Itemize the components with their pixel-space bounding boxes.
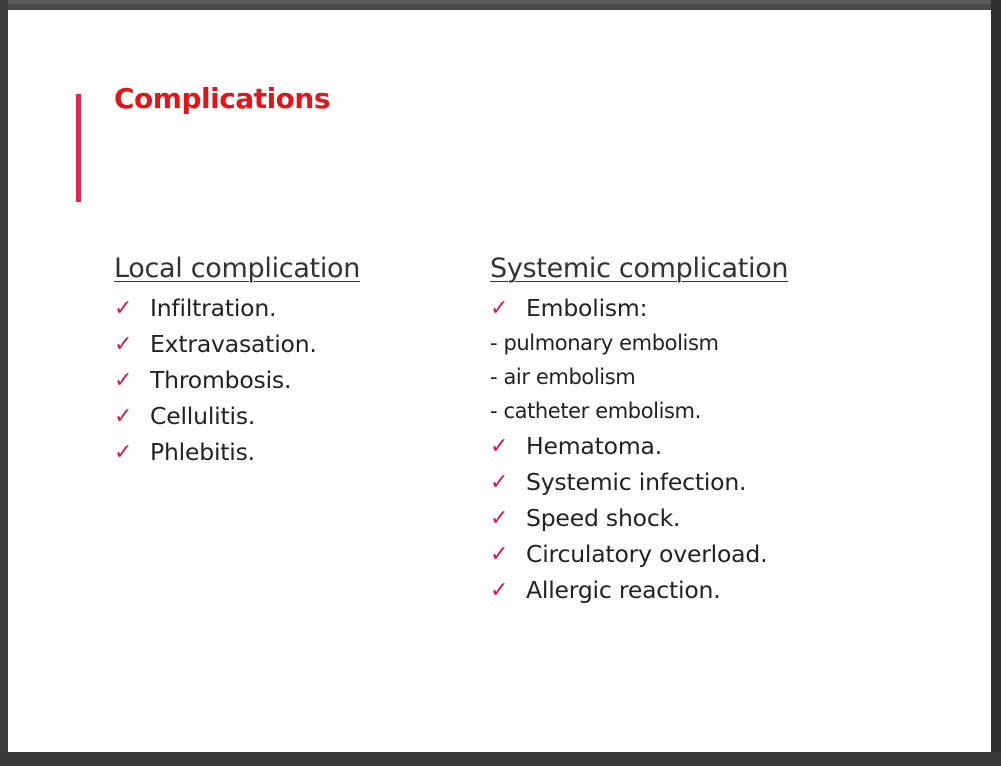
list-item [490, 428, 788, 464]
viewer-left-edge [0, 0, 8, 766]
list-item-text: - air embolism [490, 365, 636, 389]
systemic-complication-column [490, 250, 788, 608]
list-item-text: Extravasation. [150, 330, 317, 358]
check-icon: ✓ [490, 295, 509, 321]
list-item-text: Phlebitis. [150, 438, 255, 466]
list-item-text: - catheter embolism. [490, 399, 701, 423]
slide-page [8, 10, 991, 752]
sub-list-item [490, 326, 788, 360]
list-item [114, 326, 360, 362]
local-complication-list [114, 290, 360, 470]
local-complication-column [114, 250, 360, 470]
viewer-scrollbar[interactable] [991, 0, 1001, 766]
check-icon: ✓ [114, 367, 133, 393]
check-icon: ✓ [490, 577, 509, 603]
list-item [490, 572, 788, 608]
list-item [114, 434, 360, 470]
check-icon: ✓ [114, 439, 133, 465]
viewer-bottom-edge [0, 752, 1001, 766]
list-item [114, 290, 360, 326]
check-icon: ✓ [114, 295, 133, 321]
list-item [490, 500, 788, 536]
list-item-text: Thrombosis. [150, 366, 292, 394]
check-icon: ✓ [490, 505, 509, 531]
list-item [114, 398, 360, 434]
list-item [490, 464, 788, 500]
check-icon: ✓ [114, 403, 133, 429]
list-item-text: Embolism: [526, 294, 648, 322]
list-item-text: Cellulitis. [150, 402, 256, 430]
systemic-complication-list [490, 290, 788, 608]
check-icon: ✓ [114, 331, 133, 357]
list-item [490, 290, 788, 326]
list-item-text: Systemic infection. [526, 468, 747, 496]
list-item-text: - pulmonary embolism [490, 331, 719, 355]
check-icon: ✓ [490, 469, 509, 495]
check-icon: ✓ [490, 541, 509, 567]
list-item-text: Circulatory overload. [526, 540, 768, 568]
list-item-text: Hematoma. [526, 432, 662, 460]
list-item-text: Speed shock. [526, 504, 681, 532]
sub-list-item [490, 360, 788, 394]
sub-list-item [490, 394, 788, 428]
viewer-top-edge [0, 0, 1001, 4]
local-complication-heading: Local complication [114, 253, 361, 284]
systemic-complication-heading: Systemic complication [490, 253, 789, 284]
list-item-text: Allergic reaction. [526, 576, 721, 604]
slide-title: Complications [114, 82, 331, 115]
list-item-text: Infiltration. [150, 294, 277, 322]
list-item [114, 362, 360, 398]
check-icon: ✓ [490, 433, 509, 459]
title-accent-bar [76, 94, 81, 202]
list-item [490, 536, 788, 572]
